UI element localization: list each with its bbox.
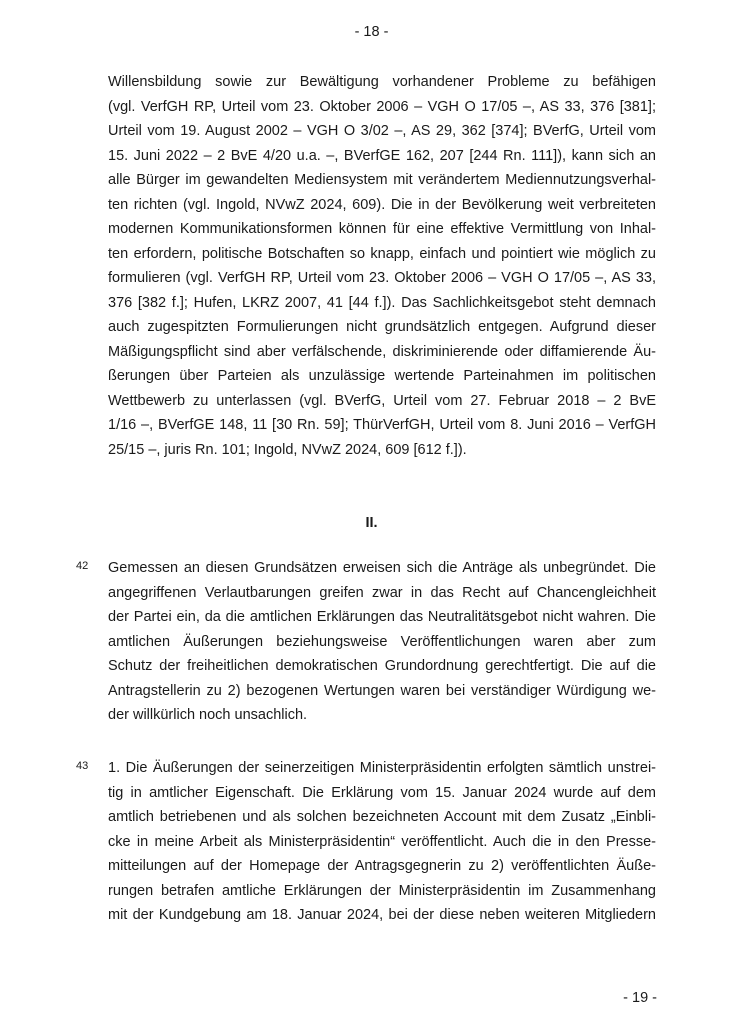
text-line: (vgl. VerfGH RP, Urteil vom 23. Oktober 2006 – VGH O 17/05 –, AS 33, 376 [381];: [108, 98, 656, 115]
text-line: Willensbildung sowie zur Bewältigung vorhandener Probleme zu befähigen: [108, 74, 656, 90]
page-number-bottom: - 19 -: [623, 990, 657, 1006]
text-line: amtlich betriebenen und als solchen bezeichneten Account mit dem Zusatz „Einbli-: [108, 809, 656, 825]
text-line: der Partei ein, da die amtlichen Erklärungen das Neutralitätsgebot nicht wahren. Die: [108, 609, 656, 625]
margin-number-42: 42: [76, 560, 89, 572]
text-line: amtlichen Äußerungen beziehungsweise Veröffentlichungen waren aber zum: [108, 633, 656, 650]
text-line: modernen Kommunikationsformen können für eine effektive Vermittlung von Inhal-: [108, 221, 656, 237]
text-line: cke in meine Arbeit als Ministerpräsidentin“ veröffentlicht. Auch die in den Presse-: [108, 833, 656, 850]
text-line: Gemessen an diesen Grundsätzen erweisen sich die Anträge als unbegründet. Die: [108, 560, 656, 576]
text-line: auch zugespitzten Formulierungen nicht grundsätzlich entgegen. Aufgrund dieser: [108, 319, 656, 335]
text-line: angegriffenen Verlautbarungen greifen zwar in das Recht auf Chancengleichheit: [108, 584, 656, 601]
text-line: formulieren (vgl. VerfGH RP, Urteil vom 23. Oktober 2006 – VGH O 17/05 –, AS 33,: [108, 270, 656, 286]
text-line: Urteil vom 19. August 2002 – VGH O 3/02 –, AS 29, 362 [374]; BVerfG, Urteil vom: [108, 123, 656, 139]
text-line: der willkürlich noch unsachlich.: [108, 707, 308, 723]
text-line: 15. Juni 2022 – 2 BvE 4/20 u.a. –, BVerfGE 162, 207 [244 Rn. 111]), kann sich an: [108, 147, 656, 164]
text-line: ten erfordern, politische Botschaften so knapp, einfach und pointiert wie möglich zu: [108, 245, 656, 262]
text-line: Wettbewerb zu unterlassen (vgl. BVerfG, Urteil vom 27. Februar 2018 – 2 BvE: [108, 392, 656, 409]
text-line: Antragstellerin zu 2) bezogenen Wertungen waren bei verständiger Würdigung we-: [108, 682, 656, 699]
text-line: 25/15 –, juris Rn. 101; Ingold, NVwZ 2024, 609 [612 f.]).: [108, 441, 467, 458]
text-line: ßerungen über Parteien als unzulässige wertende Parteinahmen im politischen: [108, 368, 656, 384]
text-line: Mäßigungspflicht sind aber verfälschende, diskriminierende oder diffamierende Äu-: [108, 343, 656, 360]
text-line: mitteilungen auf der Homepage der Antragsgegnerin zu 2) veröffentlichten Äuße-: [108, 858, 656, 874]
text-line: 1. Die Äußerungen der seinerzeitigen Ministerpräsidentin erfolgten sämtlich unstrei-: [108, 760, 656, 776]
page-number-top: - 18 -: [354, 24, 389, 40]
margin-number-43: 43: [76, 760, 89, 772]
text-line: 1/16 –, BVerfGE 148, 11 [30 Rn. 59]; ThürVerfGH, Urteil vom 8. Juni 2016 – VerfGH: [108, 417, 656, 433]
text-line: rungen betrafen amtliche Erklärungen der Ministerpräsidentin im Zusammenhang: [108, 882, 656, 899]
text-line: Schutz der freiheitlichen demokratischen Grundordnung gerechtfertigt. Die auf die: [108, 658, 656, 674]
text-line: tig in amtlicher Eigenschaft. Die Erklärung vom 15. Januar 2024 wurde auf dem: [108, 784, 656, 801]
text-line: alle Bürger im gewandelten Mediensystem mit verändertem Mediennutzungsverhal-: [108, 172, 656, 188]
text-line: ten richten (vgl. Ingold, NVwZ 2024, 609). Die in der Bevölkerung weit verbreiteten: [108, 196, 656, 213]
text-line: mit der Kundgebung am 18. Januar 2024, bei der diese neben weiteren Mitgliedern: [108, 907, 656, 923]
text-line: 376 [382 f.]; Hufen, LKRZ 2007, 41 [44 f.]). Das Sachlichkeitsgebot steht demnach: [108, 294, 656, 311]
section-heading: II.: [365, 515, 378, 531]
